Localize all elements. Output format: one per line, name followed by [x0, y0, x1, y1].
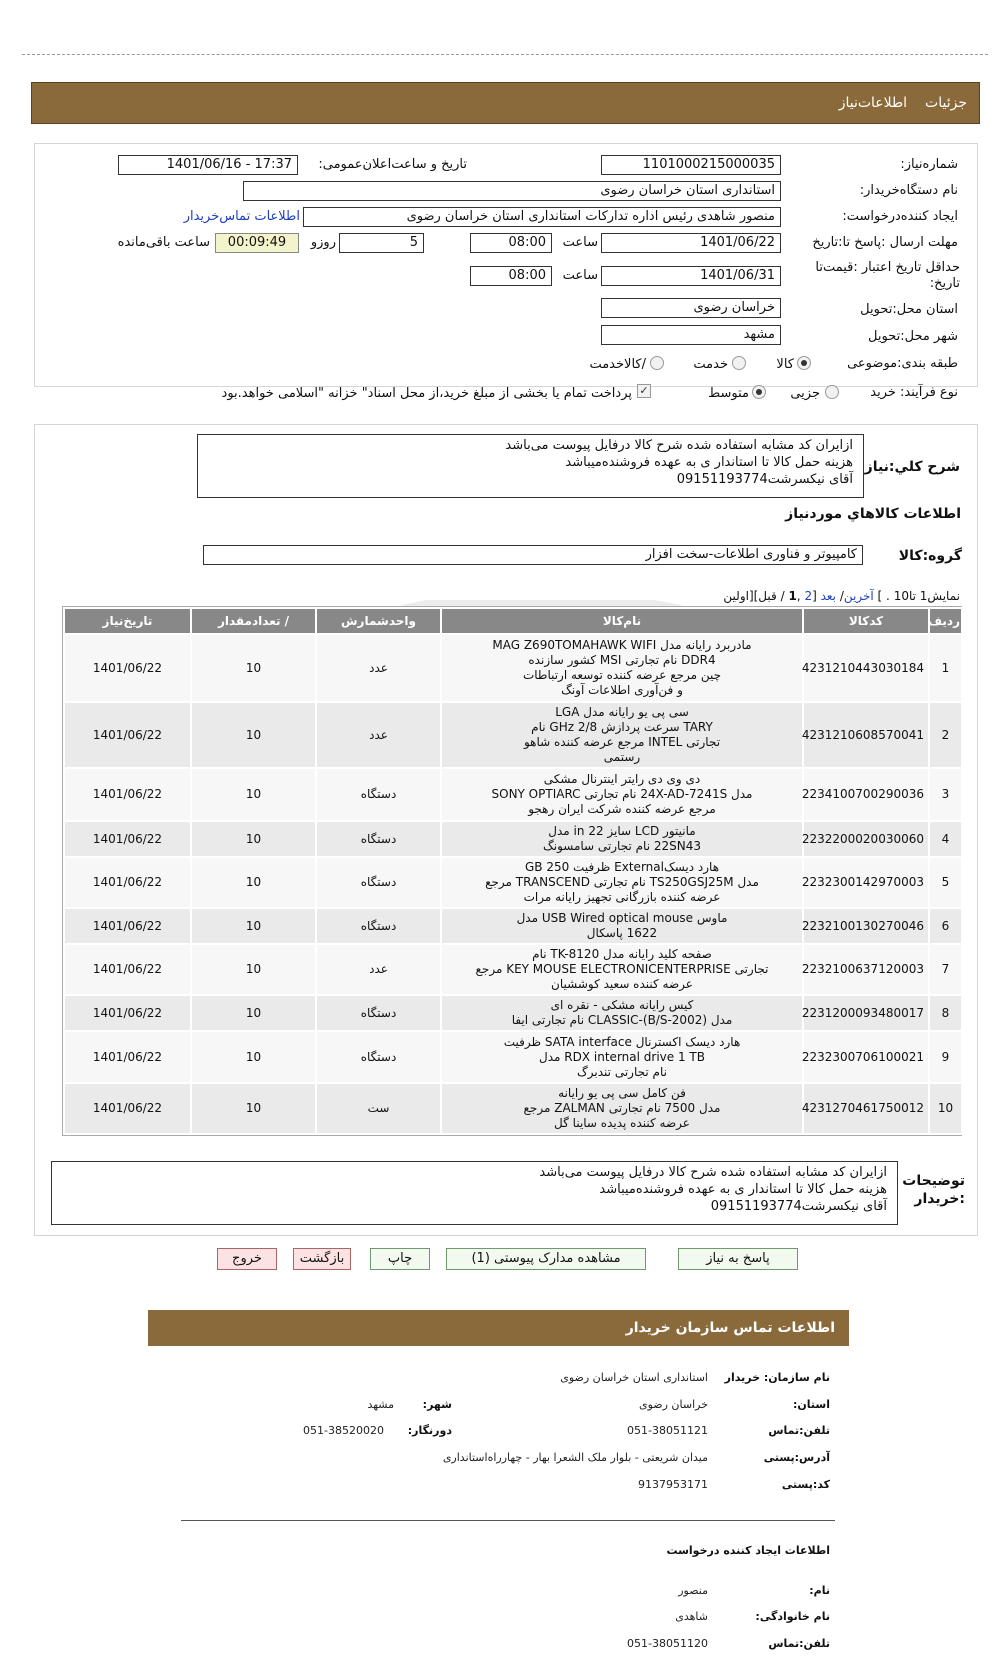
- cell-row-number: 7: [929, 944, 962, 995]
- col-header-qty: / تعدادمقدار: [191, 608, 316, 634]
- cell-date: 1401/06/22: [64, 944, 191, 995]
- creator-name-value: منصور: [678, 1584, 708, 1597]
- col-header-date: تاریخ‌نیاز: [64, 608, 191, 634]
- remaining-label: ساعت باقی‌مانده: [117, 235, 210, 250]
- contact-address-label: آدرس:پستی: [763, 1451, 830, 1464]
- cell-name: [441, 634, 803, 702]
- top-divider: [22, 54, 988, 55]
- deadline-hour-label: ساعت: [562, 235, 598, 250]
- col-header-code: کدکالا: [803, 608, 929, 634]
- cell-code: 2232100130270046: [803, 908, 929, 944]
- contact-section-title: اطلاعات تماس سازمان‌ خریدار: [148, 1310, 849, 1346]
- cell-qty: 10: [191, 821, 316, 857]
- goods-group-label: گروه:کالا: [898, 548, 962, 564]
- cell-name: [441, 702, 803, 768]
- announce-label: تاریخ و ساعت‌اعلان‌عمومی:: [318, 157, 467, 172]
- cell-name-line: تجارتی KEY MOUSE ELECTRONICENTERPRISE مرجع: [475, 962, 769, 976]
- deadline-time-field: 08:00: [470, 233, 552, 253]
- buyer-notes-text: [51, 1161, 898, 1225]
- city-label: شهر محل:تحویل: [868, 329, 958, 344]
- cell-name-line: هارد دیسک اکسترنال SATA interface ظرفیت: [503, 1034, 741, 1049]
- category-both-label: /کالاخدمت: [589, 357, 646, 372]
- process-medium-radio[interactable]: [752, 385, 766, 399]
- table-row: [64, 995, 962, 1031]
- pager-show: نمایش1 تا10 . ]: [873, 589, 960, 603]
- table-row: [64, 634, 962, 702]
- cell-name-line: 22SN43 نام تجارتی سامسونگ: [542, 839, 701, 853]
- cell-name: [441, 995, 803, 1031]
- days-field: 5: [339, 233, 424, 253]
- cell-name-line: سی پی یو رایانه مدل LGA: [555, 705, 689, 719]
- cell-qty: 10: [191, 1031, 316, 1083]
- pager-rest: / قبل][اولین: [723, 589, 789, 603]
- cell-name-line: مدل 7500 نام تجارتی ZALMAN مرجع: [523, 1101, 721, 1115]
- cell-unit: دستگاه: [316, 908, 441, 944]
- cell-unit: ست: [316, 1083, 441, 1134]
- category-goods-radio[interactable]: [797, 356, 811, 370]
- category-both-radio[interactable]: [650, 356, 664, 370]
- cell-name: [441, 857, 803, 908]
- table-row: [64, 908, 962, 944]
- items-table-body: [64, 634, 962, 1134]
- cell-unit: دستگاه: [316, 1031, 441, 1083]
- payment-note: پرداخت تمام یا بخشی از مبلغ خرید،از محل اسناد" خزانه "اسلامی خواهد.بود: [221, 386, 632, 401]
- process-partial-radio[interactable]: [825, 385, 839, 399]
- cell-name-line: عرضه کننده سعید کوششیان: [551, 977, 693, 991]
- cell-code: 2232100637120003: [803, 944, 929, 995]
- cell-row-number: 10: [929, 1083, 962, 1134]
- buyer-notes-label: توضیحات :خریدار: [902, 1173, 965, 1207]
- cell-row-number: 1: [929, 634, 962, 702]
- buyer-field: استانداری استان خراسان رضوی: [243, 181, 781, 201]
- payment-checkbox[interactable]: ✓: [637, 384, 651, 398]
- process-medium-label: متوسط: [708, 386, 749, 401]
- cell-qty: 10: [191, 995, 316, 1031]
- summary-line-3: آقای نیکسرشت09151193774: [676, 472, 853, 487]
- cell-date: 1401/06/22: [64, 768, 191, 821]
- cell-name-line: مدل CLASSIC-(B/S-2002) نام تجارتی ایفا: [511, 1013, 733, 1027]
- deadline-date-field: 1401/06/22: [601, 233, 781, 253]
- days-label: روزو: [310, 235, 336, 250]
- cell-name-line: RDX internal drive 1 TB مدل: [539, 1049, 705, 1064]
- cell-name-line: و فن‌آوری اطلاعات آونگ: [561, 683, 683, 697]
- cell-name-line: فن کامل سی پی یو رایانه: [558, 1086, 686, 1100]
- announce-field: 1401/06/16 - 17:37: [118, 155, 298, 175]
- cell-name-line: رستمی: [603, 750, 641, 764]
- goods-group-field: کامپیوتر و فناوری اطلاعات-سخت افزار: [203, 545, 863, 565]
- cell-name: [441, 944, 803, 995]
- cell-qty: 10: [191, 634, 316, 702]
- cell-name-line: ماوس USB Wired optical mouse مدل: [516, 911, 728, 925]
- cell-name-line: چین مرجع عرضه کننده توسعه ارتباطات: [522, 668, 722, 682]
- creator-family-value: شاهدی: [675, 1610, 708, 1623]
- cell-unit: دستگاه: [316, 768, 441, 821]
- col-header-unit: واحدشمارش: [316, 608, 441, 634]
- contact-province-label: استان:: [793, 1398, 830, 1411]
- category-goods-label: کالا: [776, 357, 794, 372]
- cell-name-line: کیس رایانه مشکی - نقره ای: [550, 998, 694, 1012]
- pager-last-link[interactable]: آخرین: [843, 589, 874, 603]
- cell-code: 2231200093480017: [803, 995, 929, 1031]
- cell-code: 4231210608570041: [803, 702, 929, 768]
- cell-name-line: هارد دیسکExternal ظرفیت 250 GB: [524, 860, 720, 874]
- cell-row-number: 2: [929, 702, 962, 768]
- category-service-radio[interactable]: [732, 356, 746, 370]
- process-label: نوع فرآیند: خرید: [870, 385, 958, 400]
- cell-name-line: تجارتی INTEL مرجع عرضه کننده شاهو: [523, 735, 721, 749]
- table-row: [64, 1083, 962, 1134]
- cell-name-line: مدل 24X-AD-7241S نام تجارتی SONY OPTIARC: [491, 787, 753, 801]
- cell-unit: عدد: [316, 634, 441, 702]
- cell-date: 1401/06/22: [64, 908, 191, 944]
- items-table-wrapper: [62, 606, 962, 1136]
- creator-label: ایجاد کننده‌درخواست:: [842, 209, 958, 224]
- contact-postal-value: 9137953171: [638, 1478, 708, 1491]
- cell-qty: 10: [191, 908, 316, 944]
- cell-date: 1401/06/22: [64, 1083, 191, 1134]
- items-table: [63, 607, 963, 1135]
- header-bar: [31, 82, 980, 124]
- validity-time-field: 08:00: [470, 266, 552, 286]
- pager: [600, 589, 960, 603]
- cell-date: 1401/06/22: [64, 1031, 191, 1083]
- cell-unit: دستگاه: [316, 821, 441, 857]
- buyer-label: نام دستگاه‌خریدار:: [859, 183, 958, 198]
- buyer-contact-link[interactable]: اطلاعات تماس‌خریدار: [183, 209, 300, 224]
- cell-name: [441, 908, 803, 944]
- creator-section-title: اطلاعات ایجاد کننده‌ درخواست: [666, 1544, 830, 1557]
- remaining-timer: 00:09:49: [215, 233, 299, 253]
- cell-date: 1401/06/22: [64, 821, 191, 857]
- creator-phone-value: 051-38051120: [627, 1637, 708, 1650]
- table-row: [64, 944, 962, 995]
- buyer-notes-line-2: هزینه حمل کالا تا استاندار ی به عهده فروشنده‌میباشد: [599, 1182, 887, 1197]
- pager-next-link[interactable]: بعد: [820, 589, 837, 603]
- tab-details[interactable]: جزئیات: [925, 95, 967, 111]
- cell-name-line: مادربرد رایانه مدل MAG Z690TOMAHAWK WIFI: [492, 638, 752, 652]
- cell-name-line: صفحه کلید رایانه مدل TK-8120 نام: [532, 947, 712, 961]
- creator-name-label: نام:: [809, 1584, 830, 1597]
- cell-qty: 10: [191, 857, 316, 908]
- cell-row-number: 5: [929, 857, 962, 908]
- view-documents-button[interactable]: مشاهده مدارک پیوستی (1): [446, 1248, 646, 1270]
- cell-name: [441, 768, 803, 821]
- table-row: [64, 702, 962, 768]
- contact-org-label: نام سازمان: خریدار: [724, 1371, 830, 1384]
- reply-button[interactable]: پاسخ به نیاز: [678, 1248, 798, 1270]
- cell-code: 2234100700290036: [803, 768, 929, 821]
- cell-qty: 10: [191, 944, 316, 995]
- city-field: مشهد: [601, 325, 781, 345]
- creator-field: منصور شاهدی رئیس اداره تدارکات استانداری استان خراسان رضوی: [303, 207, 781, 227]
- cell-unit: عدد: [316, 702, 441, 768]
- table-row: [64, 768, 962, 821]
- summary-text: [197, 434, 864, 498]
- deadline-label: مهلت ارسال :پاسخ تا:تاریخ: [812, 235, 958, 250]
- table-row: [64, 857, 962, 908]
- category-service-label: خدمت: [693, 357, 728, 372]
- creator-phone-label: تلفن:تماس: [768, 1637, 830, 1650]
- contact-province-value: خراسان رضوی: [638, 1398, 708, 1411]
- items-table-header: [64, 608, 962, 634]
- pager-separator: /: [836, 589, 844, 603]
- contact-address-value: میدان شریعتی - بلوار ملک الشعرا بهار - چهارراه‌استانداری: [442, 1451, 708, 1464]
- contact-phone-label: تلفن:تماس: [768, 1424, 830, 1437]
- cell-name: [441, 821, 803, 857]
- category-label: طبقه بندی:موضوعی: [847, 356, 958, 371]
- cell-name-line: مانیتور LCD سایز 22 in مدل: [548, 824, 696, 838]
- cell-unit: دستگاه: [316, 857, 441, 908]
- cell-unit: دستگاه: [316, 995, 441, 1031]
- cell-name-line: نام تجارتی تندبرگ: [577, 1064, 667, 1079]
- cell-date: 1401/06/22: [64, 857, 191, 908]
- cell-name-line: TARY سرعت پردازش 2/8 GHz نام: [531, 720, 713, 734]
- col-header-name: نام‌کالا: [441, 608, 803, 634]
- province-label: استان محل:تحویل: [860, 302, 958, 317]
- contact-postal-label: کد:پستی: [781, 1478, 830, 1491]
- cell-name-line: عرضه کننده بازرگانی تجهیز رایانه مرات: [523, 890, 721, 904]
- cell-name-line: DDR4 نام تجارتی MSI کشور سازنده: [528, 653, 716, 667]
- cell-code: 4231210443030184: [803, 634, 929, 702]
- validity-date-field: 1401/06/31: [601, 266, 781, 286]
- cell-qty: 10: [191, 768, 316, 821]
- cell-name-line: مرجع عرضه کننده شرکت ایران رهجو: [528, 802, 716, 816]
- cell-row-number: 9: [929, 1031, 962, 1083]
- cell-row-number: 4: [929, 821, 962, 857]
- cell-date: 1401/06/22: [64, 634, 191, 702]
- cell-qty: 10: [191, 702, 316, 768]
- pager-page-1: 1: [788, 589, 797, 603]
- need-number-label: شماره‌نیاز:: [900, 157, 958, 172]
- cell-name: [441, 1031, 803, 1083]
- cell-name-line: مدل TS250GSJ25M نام تجارتی TRANSCEND مرجع: [485, 875, 759, 889]
- back-button[interactable]: بازگشت: [293, 1248, 351, 1270]
- contact-org-value: استانداری استان خراسان رضوی: [560, 1371, 708, 1384]
- cell-name-line: دی وی دی رایتر اینترنال مشکی: [543, 772, 701, 786]
- cell-name: [441, 1083, 803, 1134]
- pager-open: [: [812, 589, 821, 603]
- summary-label: شرح کلي:نياز: [864, 459, 960, 475]
- process-partial-label: جزیی: [790, 386, 820, 401]
- contact-city-value: مشهد: [367, 1398, 394, 1411]
- cell-qty: 10: [191, 1083, 316, 1134]
- cell-row-number: 8: [929, 995, 962, 1031]
- contact-divider: [181, 1520, 835, 1521]
- pager-comma: ,: [796, 589, 805, 603]
- contact-city-label: شهر:: [422, 1398, 452, 1411]
- buyer-notes-line-3: آقای نیکسرشت09151193774: [710, 1199, 887, 1214]
- goods-title: اطلاعات کالاهاي موردنياز: [785, 506, 961, 522]
- print-button[interactable]: چاپ: [370, 1248, 430, 1270]
- province-field: خراسان رضوی: [601, 298, 781, 318]
- tab-need-info[interactable]: اطلاعات‌نیاز: [838, 95, 908, 111]
- creator-family-label: نام خانوادگی:: [755, 1610, 830, 1623]
- cell-code: 4231270461750012: [803, 1083, 929, 1134]
- validity-hour-label: ساعت: [562, 268, 598, 283]
- cell-name-line: 1622 پاسکال: [586, 926, 658, 940]
- cell-date: 1401/06/22: [64, 995, 191, 1031]
- contact-fax-value: 051-38520020: [303, 1424, 384, 1437]
- cell-code: 2232300142970003: [803, 857, 929, 908]
- table-row: [64, 821, 962, 857]
- cell-unit: عدد: [316, 944, 441, 995]
- col-header-row: ردیف: [929, 608, 962, 634]
- table-row: [64, 1031, 962, 1083]
- buyer-notes-line-1: ازایران کد مشابه استفاده شده شرح کالا درفایل پیوست می‌باشد: [539, 1165, 887, 1180]
- exit-button[interactable]: خروج: [217, 1248, 277, 1270]
- pager-page-2[interactable]: 2: [804, 589, 813, 603]
- cell-name-line: عرضه کننده پدیده ساینا گل: [554, 1116, 690, 1130]
- contact-fax-label: دورنگار:: [407, 1424, 452, 1437]
- cell-date: 1401/06/22: [64, 702, 191, 768]
- cell-code: 2232200020030060: [803, 821, 929, 857]
- summary-line-2: هزینه حمل کالا تا استاندار ی به عهده فروشنده‌میباشد: [565, 455, 853, 470]
- need-number-field: 1101000215000035: [601, 155, 781, 175]
- summary-line-1: ازایران کد مشابه استفاده شده شرح کالا درفایل پیوست می‌باشد: [505, 438, 853, 453]
- cell-row-number: 3: [929, 768, 962, 821]
- cell-code: 2232300706100021: [803, 1031, 929, 1083]
- validity-label: حداقل تاریخ اعتبار :قیمت‌تا تاریخ:: [815, 260, 960, 291]
- contact-phone-value: 051-38051121: [627, 1424, 708, 1437]
- cell-row-number: 6: [929, 908, 962, 944]
